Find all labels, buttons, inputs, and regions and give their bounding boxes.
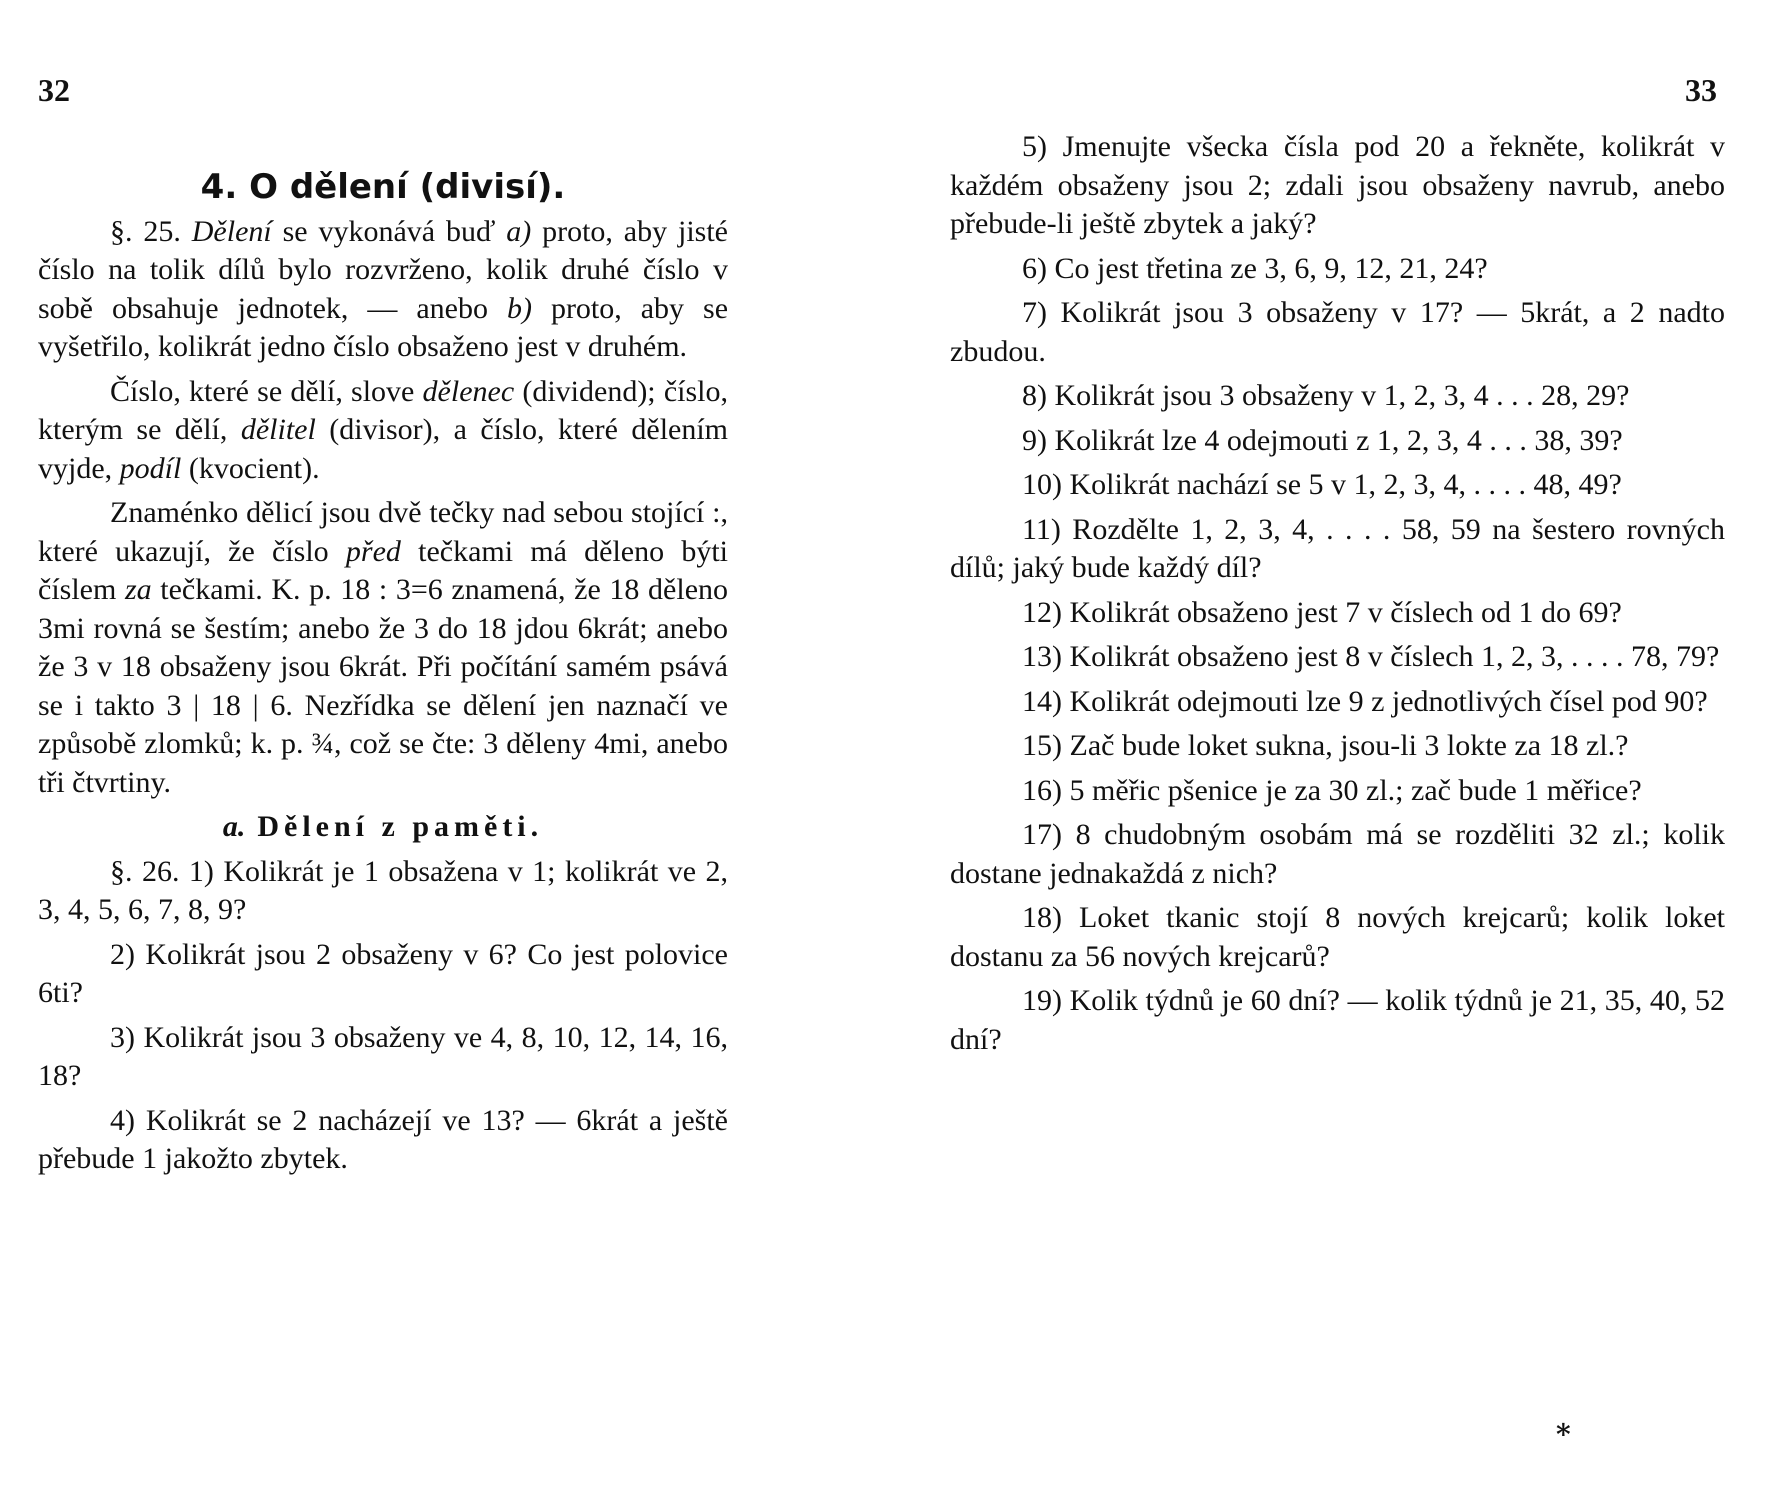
label-b: b) [506, 291, 532, 325]
text-run: Znaménko dělicí jsou dvě tečky nad sebou stojící :, které ukazují, že číslo [38, 496, 728, 568]
paragraph-25 [38, 213, 728, 367]
exercise-item: 11) Rozdělte 1, 2, 3, 4, . . . . 58, 59 na šestero rovných dílů; jaký bude každý díl? [950, 512, 1725, 584]
exercise-item: 13) Kolikrát obsaženo jest 8 v číslech 1, 2, 3, . . . . 78, 79? [1022, 640, 1720, 673]
term-quotient: podíl [119, 451, 182, 485]
right-page-column [950, 128, 1725, 1059]
chapter-heading: 4. O dělení (divisí). [200, 167, 566, 207]
exercise-item: 6) Co jest třetina ze 3, 6, 9, 12, 21, 24? [1022, 251, 1488, 285]
text-run: Číslo, které se dělí, slove [110, 374, 415, 408]
text-run: (kvocient). [188, 451, 320, 485]
exercise-item: 16) 5 měřic pšenice je za 30 zl.; zač bude 1 měřice? [1022, 773, 1642, 807]
exercise-item: 8) Kolikrát jsou 3 obsaženy v 1, 2, 3, 4 . . . 28, 29? [1022, 379, 1630, 412]
exercise-item: 4) Kolikrát se 2 nacházejí ve 13? — 6krát a ještě přebude 1 jakožto zbytek. [38, 1103, 728, 1175]
exercise-item: 2) Kolikrát jsou 2 obsaženy v 6? Co jest polovice 6ti? [38, 937, 728, 1009]
exercise-item: 14) Kolikrát odejmouti lze 9 z jednotlivých čísel pod 90? [1022, 684, 1708, 718]
left-page-number: 32 [38, 72, 70, 108]
exercise-item: 12) Kolikrát obsaženo jest 7 v číslech od 1 do 69? [1022, 595, 1622, 629]
exercise-item: 19) Kolik týdnů je 60 dní? — kolik týdnů je 21, 35, 40, 52 dní? [950, 984, 1725, 1056]
word-za: za [124, 573, 152, 606]
exercise-item: 15) Zač bude loket sukna, jsou-li 3 lokte za 18 zl.? [1022, 729, 1629, 762]
exercise-item: 3) Kolikrát jsou 3 obsaženy ve 4, 8, 10, 12, 14, 16, 18? [38, 1020, 728, 1092]
term-divisor: dělitel [240, 413, 316, 446]
text-run: proto, aby se vyšetřilo, kolikrát jedno číslo obsaženo jest v druhém. [38, 291, 729, 363]
left-page-column [38, 168, 728, 1179]
signature-mark: * [1556, 1418, 1571, 1451]
subheading-letter: a. [222, 810, 246, 843]
text-run: (dividend); číslo, kterým se dělí, [38, 374, 728, 446]
label-a: a) [506, 214, 532, 248]
paragraph-terms [38, 373, 728, 489]
section-number: §. 25. [110, 214, 181, 248]
term-dividing: Dělení [191, 214, 272, 248]
exercise-item: 10) Kolikrát nachází se 5 v 1, 2, 3, 4, . . . . 48, 49? [1022, 468, 1622, 501]
text-run: tečkami. K. p. 18 : 3=6 znamená, že 18 děleno 3mi rovná se šestím; anebo že 3 do 18 jdou 6krát; anebo že 3 v 18 obsaženy jsou 6krát. Při počítání samém psává se i takto 3 | 18 | 6. Nezřídka se dělení jen naznačí ve způsobě zlomků; k. p. ¾, což se čte: 3 děleny 4mi, anebo tři čtvrtiny. [38, 573, 729, 799]
subheading [38, 808, 728, 847]
exercise-item: 18) Loket tkanic stojí 8 nových krejcarů; kolik loket dostanu za 56 nových krejcarů? [950, 901, 1725, 973]
exercise-item: 7) Kolikrát jsou 3 obsaženy v 17? — 5krát, a 2 nadto zbudou. [950, 296, 1725, 368]
exercise-item: 5) Jmenujte všecka čísla pod 20 a řekněte, kolikrát v každém obsaženy jsou 2; zdali jsou obsaženy navrub, anebo přebude-li ještě zbytek a jaký? [950, 130, 1725, 240]
text-run: proto, aby jisté číslo na tolik dílů bylo rozvrženo, kolik druhé číslo v sobě obsahuje jednotek, — anebo [38, 214, 728, 325]
text-run: (divisor), a číslo, které dělením vyjde, [38, 413, 729, 485]
exercise-item: 9) Kolikrát lze 4 odejmouti z 1, 2, 3, 4 . . . 38, 39? [1022, 423, 1623, 457]
text-run: tečkami má děleno býti číslem [38, 534, 728, 606]
word-pred: před [345, 534, 401, 568]
text-run: se vykonává buď [282, 214, 496, 248]
right-page-number: 33 [1685, 72, 1717, 108]
term-dividend: dělenec [422, 374, 515, 408]
paragraph-division-sign [38, 494, 728, 802]
exercise-item: 17) 8 chudobným osobám má se rozděliti 32 zl.; kolik dostane jednakaždá z nich? [950, 818, 1725, 890]
exercise-item: §. 26. 1) Kolikrát je 1 obsažena v 1; kolikrát ve 2, 3, 4, 5, 6, 7, 8, 9? [38, 854, 728, 926]
subheading-text: Dělení z paměti. [257, 810, 544, 843]
